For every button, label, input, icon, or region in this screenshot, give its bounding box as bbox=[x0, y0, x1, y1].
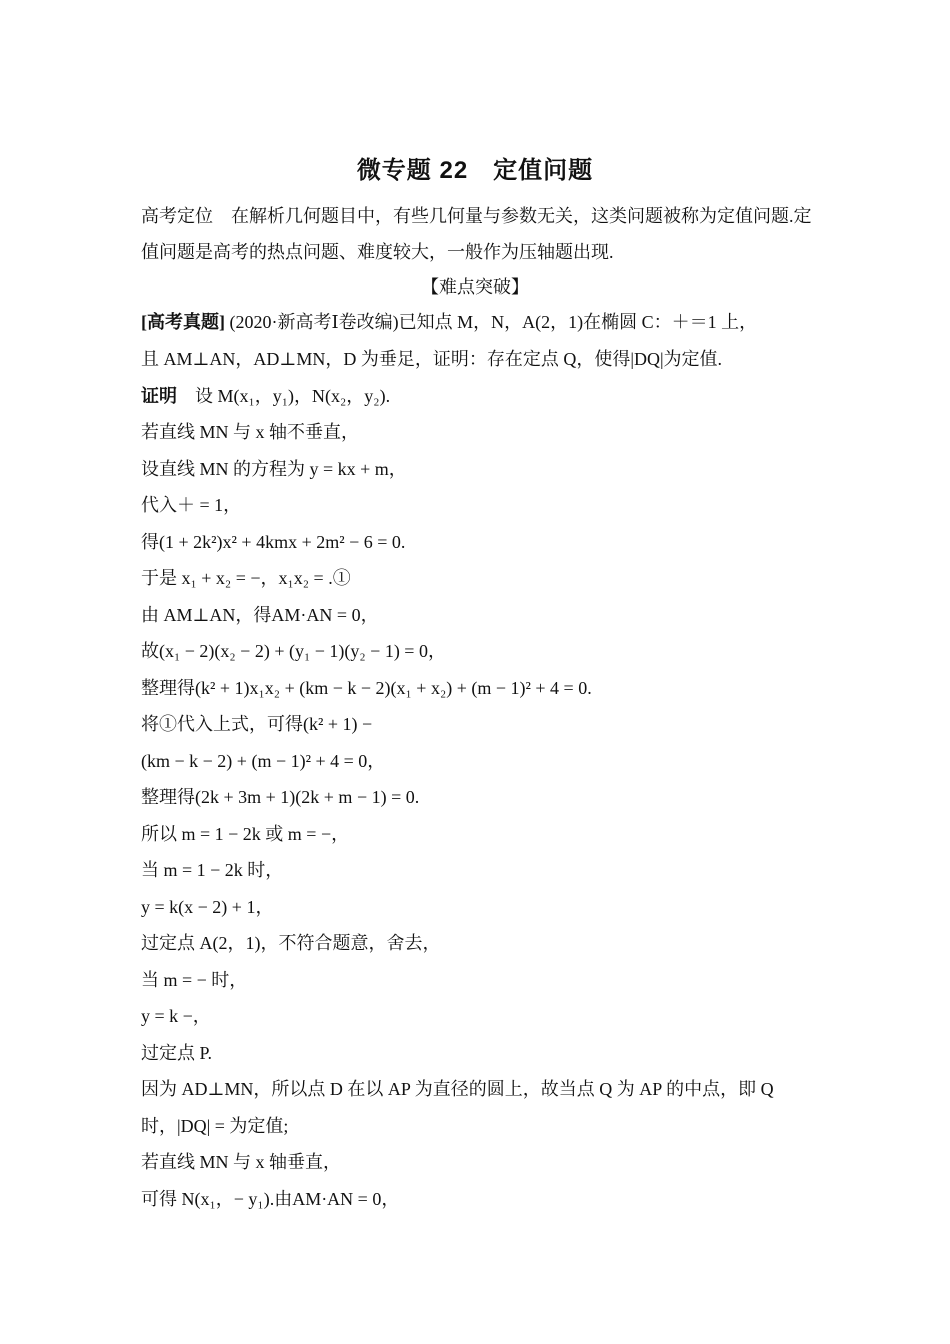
intro-label: 高考定位 bbox=[141, 206, 213, 226]
proof-line: 当 m = − 时， bbox=[141, 970, 248, 990]
intro-paragraph bbox=[141, 198, 813, 270]
problem-line-2: 且 AM⊥AN，AD⊥MN，D 为垂足，证明：存在定点 Q，使得|DQ|为定值. bbox=[141, 349, 723, 369]
proof-line: 整理得(k² + 1)x₁x₂ + (km − k − 2)(x₁ + x₂) + (m − 1)² + 4 = 0. bbox=[141, 678, 592, 698]
intro-text: 在解析几何题目中，有些几何量与参数无关，这类问题被称为定值问题.定值问题是高考的热点问题、难度较大，一般作为压轴题出现. bbox=[141, 206, 812, 262]
proof-line: 将①代入上式，可得(k² + 1) − bbox=[141, 714, 373, 734]
proof-line: 由 AM⊥AN，得AM·AN = 0， bbox=[141, 605, 379, 625]
proof-line: 时，|DQ| = 为定值; bbox=[141, 1116, 289, 1136]
problem-text-1: (2020·新高考Ⅰ卷改编)已知点 M，N，A(2，1)在椭圆 C：＋＝1 上， bbox=[225, 312, 758, 332]
proof-line: 设直线 MN 的方程为 y = kx + m， bbox=[141, 459, 407, 479]
page-title: 微专题 22 定值问题 bbox=[356, 157, 594, 184]
proof-line: 当 m = 1 − 2k 时， bbox=[141, 860, 284, 880]
proof-line: 可得 N(x₁，− y₁).由AM·AN = 0， bbox=[141, 1189, 400, 1209]
proof-line: y = k(x − 2) + 1， bbox=[141, 897, 274, 917]
proof-line: 所以 m = 1 − 2k 或 m = −， bbox=[141, 824, 350, 844]
proof-line: 于是 x₁ + x₂ = −，x₁x₂ = .① bbox=[141, 568, 351, 588]
problem-line-1 bbox=[141, 310, 757, 334]
proof-line: (km − k − 2) + (m − 1)² + 4 = 0， bbox=[141, 751, 386, 771]
proof-line: 过定点 P. bbox=[141, 1043, 213, 1063]
proof-line bbox=[141, 384, 390, 408]
proof-line: 若直线 MN 与 x 轴垂直， bbox=[141, 1152, 342, 1172]
section-title: 【难点突破】 bbox=[421, 277, 529, 297]
problem-tag: [高考真题] bbox=[141, 312, 225, 332]
proof-line: 若直线 MN 与 x 轴不垂直， bbox=[141, 422, 360, 442]
proof-line: y = k −， bbox=[141, 1006, 211, 1026]
proof-line: 过定点 A(2，1)，不符合题意，舍去， bbox=[141, 933, 441, 953]
proof-line: 因为 AD⊥MN，所以点 D 在以 AP 为直径的圆上，故当点 Q 为 AP 的中点，即 Q bbox=[141, 1079, 774, 1099]
proof-text: 设 M(x₁，y₁)，N(x₂，y₂). bbox=[177, 386, 391, 406]
proof-line: 得(1 + 2k²)x² + 4kmx + 2m² − 6 = 0. bbox=[141, 532, 406, 552]
proof-line: 故(x₁ − 2)(x₂ − 2) + (y₁ − 1)(y₂ − 1) = 0， bbox=[141, 641, 446, 661]
proof-label: 证明 bbox=[141, 386, 177, 406]
proof-line: 代入＋ = 1， bbox=[141, 495, 242, 515]
proof-line: 整理得(2k + 3m + 1)(2k + m − 1) = 0. bbox=[141, 787, 420, 807]
